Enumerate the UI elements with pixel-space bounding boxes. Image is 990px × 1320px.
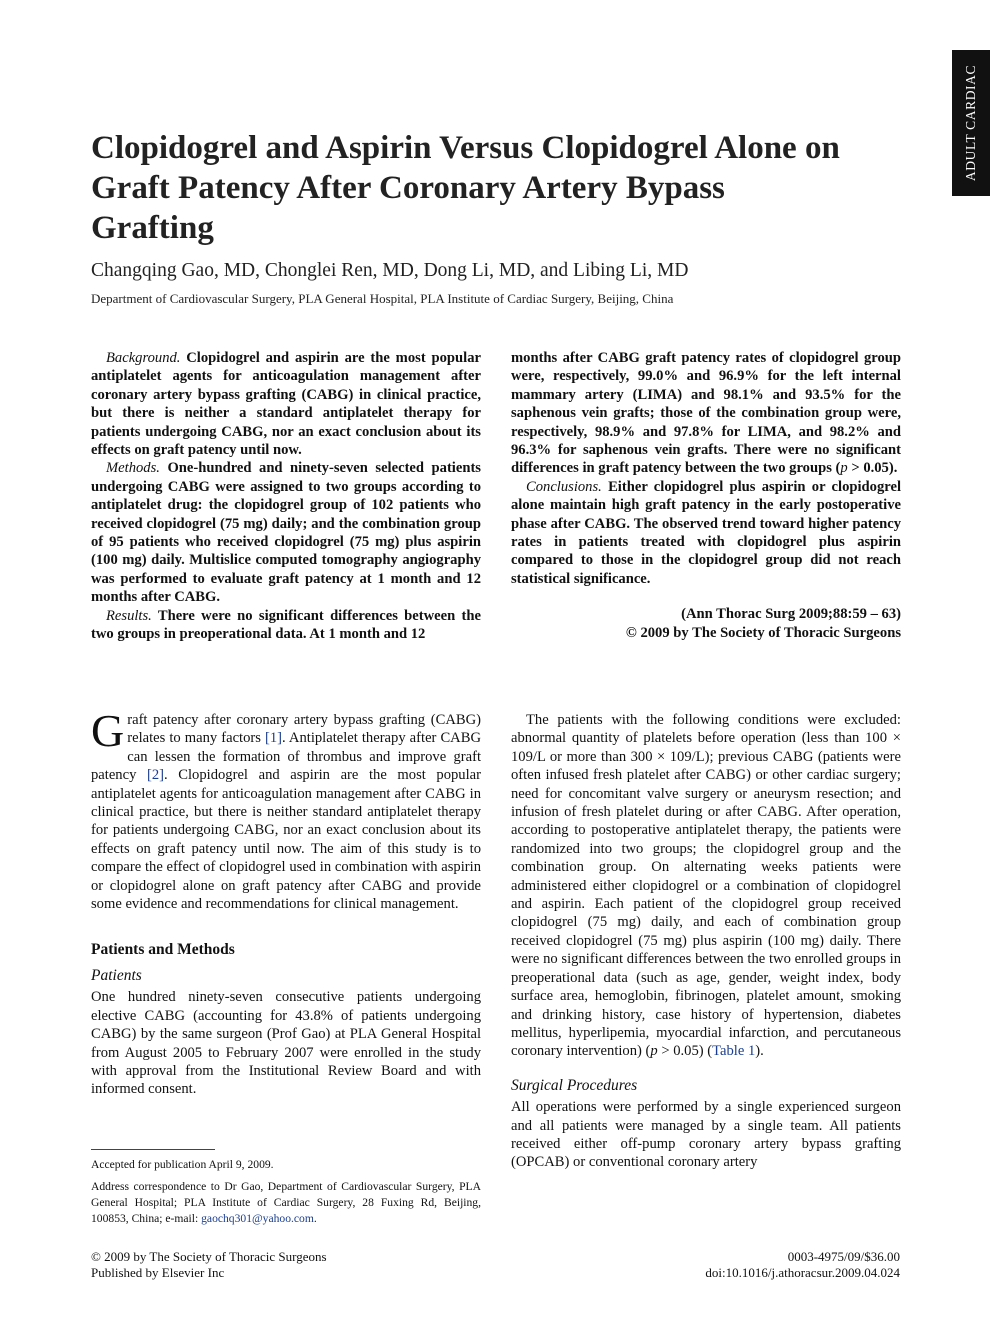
page-footer-left [91, 1249, 327, 1281]
abstract-results: Results. There were no significant differences between the two groups in preoperational data. At 1 month and 12 [91, 607, 481, 643]
footnote-accepted: Accepted for publication April 9, 2009. [91, 1158, 274, 1171]
abstract-results-continued: months after CABG graft patency rates of clopidogrel group were, respectively, 99.0% and 96.9% for the left internal mammary artery (LIMA) and 98.1% and 93.5% for the saphenous vein grafts; those of the combination group were, respectively, 98.9% and 97.8% for LIMA, and 98.2% and 96.3% for saphenous vein grafts. There were no significant differences in graft patency between the two groups (p > 0.05). [511, 350, 901, 477]
body-left-column [91, 705, 481, 1099]
drop-cap: G [91, 705, 125, 756]
author-list: Changqing Gao, MD, Chonglei Ren, MD, Dong Li, MD, and Libing Li, MD [91, 260, 689, 281]
footer-doi: doi:10.1016/j.athoracsur.2009.04.024 [705, 1265, 900, 1280]
section-tab [952, 50, 990, 196]
abstract-right-column [511, 349, 901, 642]
footer-issn: 0003-4975/09/$36.00 [787, 1249, 900, 1264]
reference-link-1[interactable]: [1] [265, 730, 283, 747]
page-footer-right [705, 1249, 900, 1281]
abstract-left-column [91, 349, 481, 644]
journal-citation: (Ann Thorac Surg 2009;88:59 – 63) [681, 606, 901, 623]
section-heading-methods: Patients and Methods [91, 941, 235, 959]
abstract-methods: Methods. One-hundred and ninety-seven selected patients undergoing CABG were assigned to two groups according to antiplatelet drug: the clopidogrel group of 102 patients who received clopidogrel (75 mg) daily; and the combination group of 95 patients who received clopidogrel (75 mg) plus aspirin (100 mg) daily. Multislice computed tomography angiography was performed to evaluate graft patency at 1 month and 12 months after CABG. [91, 460, 481, 606]
abstract-background: Background. Clopidogrel and aspirin are the most popular antiplatelet agents for anticoagulation management after coronary artery bypass grafting (CABG) in clinical practice, but there is neither a standard antiplatelet therapy for patients undergoing CABG, nor an exact conclusion about its effects on graft patency until now. [91, 350, 481, 459]
abstract-conclusions: Conclusions. Either clopidogrel plus aspirin or clopidogrel alone maintain high graft patency in the early postoperative phase after CABG. The observed trend toward higher patency rates in patients treated with clopidogrel plus aspirin compared to those in the clopidogrel group did not reach statistical significance. [511, 478, 901, 587]
email-link[interactable]: gaochq301@yahoo.com [201, 1212, 314, 1225]
body-right-column [511, 711, 901, 1172]
affiliation: Department of Cardiovascular Surgery, PLA General Hospital, PLA Institute of Cardiac Surgery, Beijing, China [91, 291, 674, 306]
article-title: Clopidogrel and Aspirin Versus Clopidogrel Alone on Graft Patency After Coronary Artery Bypass Grafting [91, 130, 840, 246]
footer-copyright: © 2009 by The Society of Thoracic Surgeons [91, 1249, 327, 1264]
patients-paragraph: One hundred ninety-seven consecutive patients undergoing elective CABG (accounting for 43.8% of patients undergoing CABG) by the same surgeon (Prof Gao) at PLA General Hospital from August 2005 to February 2007 were enrolled in the study with approval from the Institutional Review Board and with informed consent. [91, 989, 481, 1098]
intro-paragraph: Graft patency after coronary artery bypass grafting (CABG) relates to many factors [1]. Antiplatelet therapy after CABG can lessen the formation of thrombus and improve graft patency [2]. Clopidogrel and aspirin are the most popular antiplatelet agents for anticoagulation management after CABG in clinical practice, but there is neither standard antiplatelet therapy for patients undergoing CABG, nor an exact conclusion about its effects on graft patency until now. The aim of this study is to compare the effect of clopidogrel used in combination with aspirin or clopidogrel alone on graft patency after CABG and provide some evidence and recommendations for clinical management. [91, 705, 481, 913]
subsection-heading-surgical: Surgical Procedures [511, 1076, 638, 1094]
abstract-copyright: © 2009 by The Society of Thoracic Surgeons [625, 624, 901, 641]
footnote-divider [91, 1149, 215, 1150]
exclusion-paragraph: The patients with the following conditions were excluded: abnormal quantity of platelets before operation (less than 100 × 109/L or more than 300 × 109/L); previous CABG (patients were often infused fresh platelet after CABG) or other cardiac surgery; need for concomitant valve surgery or aneurysm resection; and infusion of fresh platelet during or after CABG. After operation, according to postoperative antiplatelet therapy, the patients were randomized into two groups; the clopidogrel group and the combination group. On alternating weeks patients were administered either clopidogrel or a combination of clopidogrel and aspirin. Each patient of the clopidogrel group received clopidogrel (75 mg) daily, and each of combination group received clopidogrel (75 mg) plus aspirin (100 mg) daily. There were no significant differences between the two enrolled groups in preoperational data (such as age, gender, weight index, body surface area, hemoglobin, fibrinogen, platelet amount, smoking and drinking history, case history of hypertension, diabetes mellitus, hyperlipemia, myocardial infarction, and percutaneous coronary intervention) (p > 0.05) (Table 1). [511, 712, 901, 1060]
subsection-heading-patients: Patients [91, 966, 142, 984]
surgical-paragraph: All operations were performed by a single experienced surgeon and all patients were managed by a single team. All patients received either off-pump coronary artery bypass grafting (OPCAB) or conventional coronary artery [511, 1099, 901, 1171]
footer-publisher: Published by Elsevier Inc [91, 1265, 225, 1280]
reference-link-2[interactable]: [2] [146, 767, 165, 784]
table-1-link[interactable]: Table 1 [712, 1043, 756, 1060]
section-tab-label: ADULT CARDIAC [963, 64, 978, 182]
footnote-address: Address correspondence to Dr Gao, Department of Cardiovascular Surgery, PLA General Hospital; PLA Institute of Cardiac Surgery, 28 Fuxing Rd, Beijing, 100853, China; e-mail: gaochq301@yahoo.com. [91, 1180, 481, 1225]
